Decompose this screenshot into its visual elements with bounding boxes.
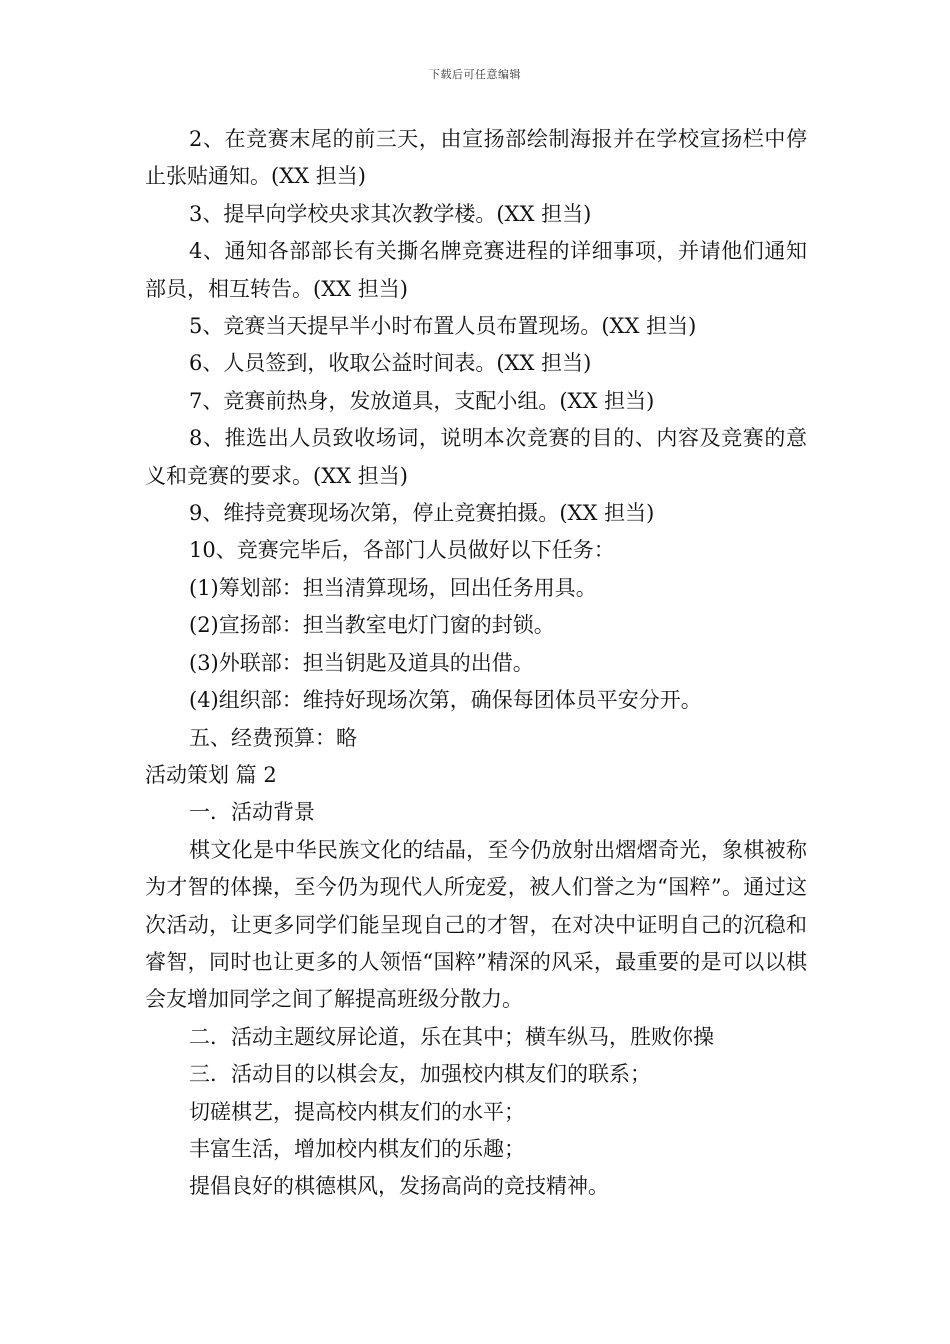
- paragraph: 5、竞赛当天提早半小时布置人员布置现场。(XX 担当): [189, 314, 697, 339]
- paragraph: (3)外联部：担当钥匙及道具的出借。: [189, 650, 534, 675]
- paragraph: 8、推选出人员致收场词，说明本次竞赛的目的、内容及竞赛的意义和竞赛的要求。(XX 担当): [145, 426, 807, 488]
- paragraph: 3、提早向学校央求其次教学楼。(XX 担当): [189, 201, 592, 226]
- paragraph: 6、人员签到，收取公益时间表。(XX 担当): [189, 351, 592, 376]
- paragraph: 切磋棋艺，提高校内棋友们的水平；: [189, 1099, 525, 1124]
- paragraph: (1)筹划部：担当清算现场，回出任务用具。: [189, 575, 597, 600]
- paragraph: (4)组织部：维持好现场次第，确保每团体员平安分开。: [189, 688, 702, 713]
- paragraph: 2、在竞赛末尾的前三天，由宣扬部绘制海报并在学校宣扬栏中停止张贴通知。(XX 担当): [145, 127, 807, 189]
- paragraph: 丰富生活，增加校内棋友们的乐趣；: [189, 1136, 525, 1161]
- paragraph: 4、通知各部部长有关撕名牌竞赛进程的详细事项，并请他们通知部员，相互转告。(XX 担当): [145, 239, 807, 301]
- paragraph: 9、维持竞赛现场次第，停止竞赛拍摄。(XX 担当): [189, 501, 655, 526]
- paragraph: (2)宣扬部：担当教室电灯门窗的封锁。: [189, 613, 555, 638]
- paragraph: 10、竞赛完毕后，各部门人员做好以下任务：: [189, 538, 615, 563]
- section-title: 活动策划 篇 2: [145, 762, 277, 787]
- paragraph: 提倡良好的棋德棋风，发扬高尚的竞技精神。: [189, 1174, 609, 1199]
- paragraph: 五、经费预算：略: [189, 725, 357, 750]
- paragraph: 7、竞赛前热身，发放道具，支配小组。(XX 担当): [189, 388, 655, 413]
- page-header-note: 下载后可任意编辑: [429, 68, 521, 81]
- paragraph: 三．活动目的以棋会友，加强校内棋友们的联系；: [189, 1062, 651, 1087]
- paragraph: 一．活动背景: [189, 800, 315, 825]
- paragraph: 棋文化是中华民族文化的结晶，至今仍放射出熠熠奇光，象棋被称为才智的体操，至今仍为现代人所宠爱，被人们誉之为“国粹”。通过这次活动，让更多同学们能呈现自己的才智，在对决中证明自己的沉稳和睿智，同时也让更多的人领悟“国粹”精深的风采，最重要的是可以以棋会友增加同学之间了解提高班级分散力。: [145, 837, 807, 1012]
- paragraph: 二．活动主题纹屏论道，乐在其中；横车纵马，胜败你操: [189, 1024, 714, 1049]
- document-body: [145, 121, 807, 1206]
